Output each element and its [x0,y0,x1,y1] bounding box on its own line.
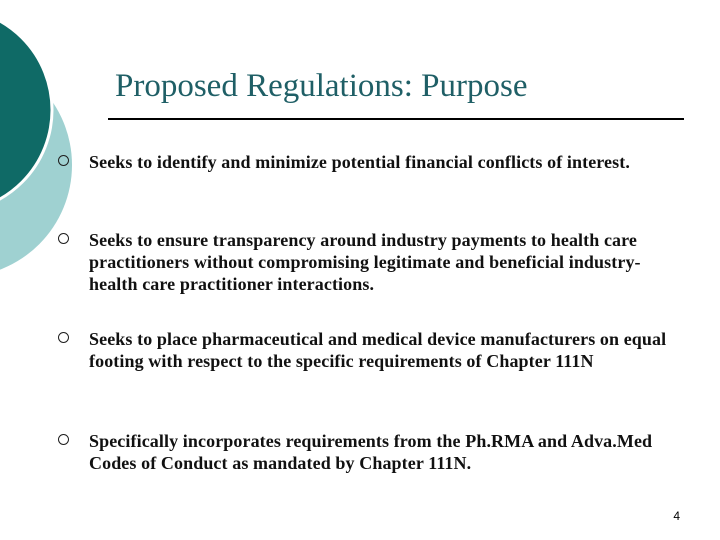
bullet-circle-icon [58,332,69,343]
bullet-circle-icon [58,233,69,244]
page-number: 4 [673,509,680,523]
bullet-text: Specifically incorporates requirements from the Ph.RMA and Adva.Med Codes of Conduct as mandated by Chapter 111N. [89,431,653,473]
bullet-text: Seeks to identify and minimize potential financial conflicts of interest. [89,152,630,172]
bullet-circle-icon [58,155,69,166]
bullet-circle-icon [58,434,69,445]
bullet-text: Seeks to place pharmaceutical and medical device manufacturers on equal footing with respect to the specific requirements of Chapter 111N [89,329,667,371]
bullet-text: Seeks to ensure transparency around industry payments to health care practitioners without compromising legitimate and beneficial industry-health care practitioner interactions. [89,230,641,294]
slide-title: Proposed Regulations: Purpose [115,68,528,104]
